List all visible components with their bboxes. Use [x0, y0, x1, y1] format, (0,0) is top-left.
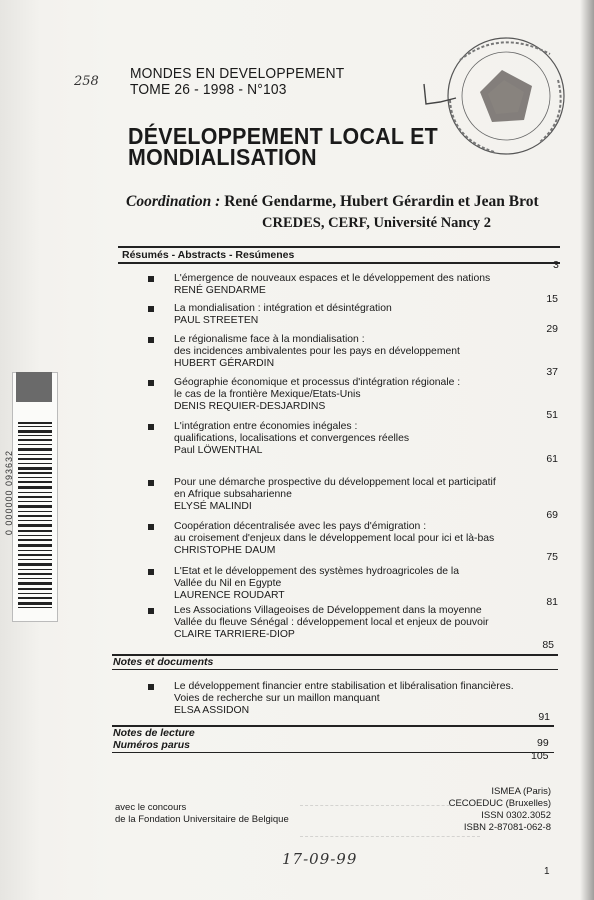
- section-rule: [112, 669, 558, 670]
- article-author: LAURENCE ROUDART: [174, 589, 285, 601]
- bullet-icon: [148, 306, 154, 312]
- article-page: 81: [546, 596, 558, 608]
- lecture-page: 99: [537, 737, 549, 749]
- article-author: CLAIRE TARRIERE-DIOP: [174, 628, 295, 640]
- numeros-page: 105: [531, 750, 549, 762]
- section-rule: [118, 262, 560, 264]
- article-title-continued: en Afrique subsaharienne: [174, 488, 292, 500]
- article-title-continued: qualifications, localisations et convergences réelles: [174, 432, 410, 444]
- note-title-continued: Voies de recherche sur un maillon manquant: [174, 692, 380, 704]
- article-title-continued: Vallée du fleuve Sénégal : développement local et enjeux de pouvoir: [174, 616, 489, 628]
- isbn: ISBN 2-87081-062-8: [463, 822, 551, 833]
- article-title: Géographie économique et processus d'intégration régionale :: [174, 377, 461, 388]
- article-author: ELYSÉ MALINDI: [174, 500, 252, 512]
- footer-sponsor-line2: de la Fondation Universitaire de Belgique: [115, 814, 289, 825]
- article-title: L'émergence de nouveaux espaces et le développement des nations: [174, 273, 491, 284]
- journal-issue: TOME 26 - 1998 - N°103: [130, 81, 287, 98]
- article-page: 61: [546, 453, 558, 465]
- barcode-digits: 0 000000 093632: [4, 450, 14, 536]
- article-page: 15: [546, 293, 558, 305]
- coordination-label: Coordination :: [126, 193, 221, 210]
- article-page: 37: [546, 366, 558, 378]
- bullet-icon: [148, 337, 154, 343]
- article-title: L'Etat et le développement des systèmes hydroagricoles de la: [174, 566, 460, 577]
- numeros-heading: Numéros parus: [113, 739, 191, 751]
- article-page: 51: [546, 409, 558, 421]
- article-page: 29: [546, 323, 558, 335]
- article-title-continued: Vallée du Nil en Egypte: [174, 577, 282, 589]
- bullet-icon: [148, 684, 154, 690]
- barcode: [18, 420, 52, 610]
- article-title: L'intégration entre économies inégales :: [174, 421, 358, 432]
- journal-name: MONDES EN DEVELOPPEMENT: [130, 65, 345, 82]
- issue-title-line1: DÉVELOPPEMENT LOCAL ET: [128, 123, 438, 149]
- issue-title-line2: MONDIALISATION: [128, 144, 317, 170]
- article-author: HUBERT GÉRARDIN: [174, 357, 275, 369]
- section-rule: [118, 246, 560, 248]
- article-title-continued: des incidences ambivalentes pour les pays en développement: [174, 345, 460, 357]
- bullet-icon: [148, 380, 154, 386]
- bullet-icon: [148, 524, 154, 530]
- journal-header: [130, 66, 344, 98]
- lecture-heading: Notes de lecture: [113, 727, 195, 739]
- page-number: 1: [544, 866, 550, 877]
- article-title: Les Associations Villageoises de Développement dans la moyenne: [174, 605, 482, 616]
- stamp-date: 17-09-99: [282, 850, 358, 868]
- bullet-icon: [148, 276, 154, 282]
- note-title: Le développement financier entre stabilisation et libéralisation financières.: [174, 681, 514, 692]
- publisher-ismea: ISMEA (Paris): [491, 786, 551, 797]
- article-author: Paul LÖWENTHAL: [174, 444, 263, 456]
- bullet-icon: [148, 480, 154, 486]
- article-author: DENIS REQUIER-DESJARDINS: [174, 400, 326, 412]
- article-author: CHRISTOPHE DAUM: [174, 544, 276, 556]
- footer-sponsor: [115, 802, 289, 826]
- article-page: 75: [546, 551, 558, 563]
- article-author: RENÉ GENDARME: [174, 284, 266, 296]
- article-title-continued: le cas de la frontière Mexique/Etats-Unis: [174, 388, 361, 400]
- abstracts-heading: Résumés - Abstracts - Resúmenes: [122, 249, 295, 261]
- issue-title: [128, 123, 438, 170]
- article-title: La mondialisation : intégration et désintégration: [174, 303, 392, 314]
- bullet-icon: [148, 608, 154, 614]
- publisher-cecoeduc: CECOEDUC (Bruxelles): [448, 798, 551, 809]
- ink-mark: [420, 80, 460, 110]
- page-edge-shadow: [580, 0, 594, 900]
- article-title-continued: au croisement d'enjeux dans le développement local pour ici et là-bas: [174, 532, 495, 544]
- footer-sponsor-line1: avec le concours: [115, 802, 187, 813]
- affiliation: CREDES, CERF, Université Nancy 2: [262, 215, 492, 231]
- bullet-icon: [148, 569, 154, 575]
- handwritten-reference: 258: [74, 74, 99, 89]
- abstracts-page: 3: [553, 259, 559, 271]
- article-title: Coopération décentralisée avec les pays d'émigration :: [174, 521, 427, 532]
- note-page: 91: [538, 711, 550, 723]
- note-author: ELSA ASSIDON: [174, 704, 250, 716]
- article-author: PAUL STREETEN: [174, 314, 259, 326]
- article-title: Pour une démarche prospective du développement local et participatif: [174, 477, 496, 488]
- spine-logo: [16, 372, 52, 402]
- coordination-line: [126, 193, 539, 211]
- issn: ISSN 0302.3052: [481, 810, 551, 821]
- article-title: Le régionalisme face à la mondialisation :: [174, 334, 365, 345]
- section-rule: [112, 752, 554, 753]
- coordination-names: René Gendarme, Hubert Gérardin et Jean Brot: [224, 193, 539, 210]
- faint-stamp-text: [300, 805, 480, 837]
- article-page: 69: [546, 509, 558, 521]
- article-page: 85: [542, 639, 554, 651]
- notes-heading: Notes et documents: [113, 656, 214, 668]
- bullet-icon: [148, 424, 154, 430]
